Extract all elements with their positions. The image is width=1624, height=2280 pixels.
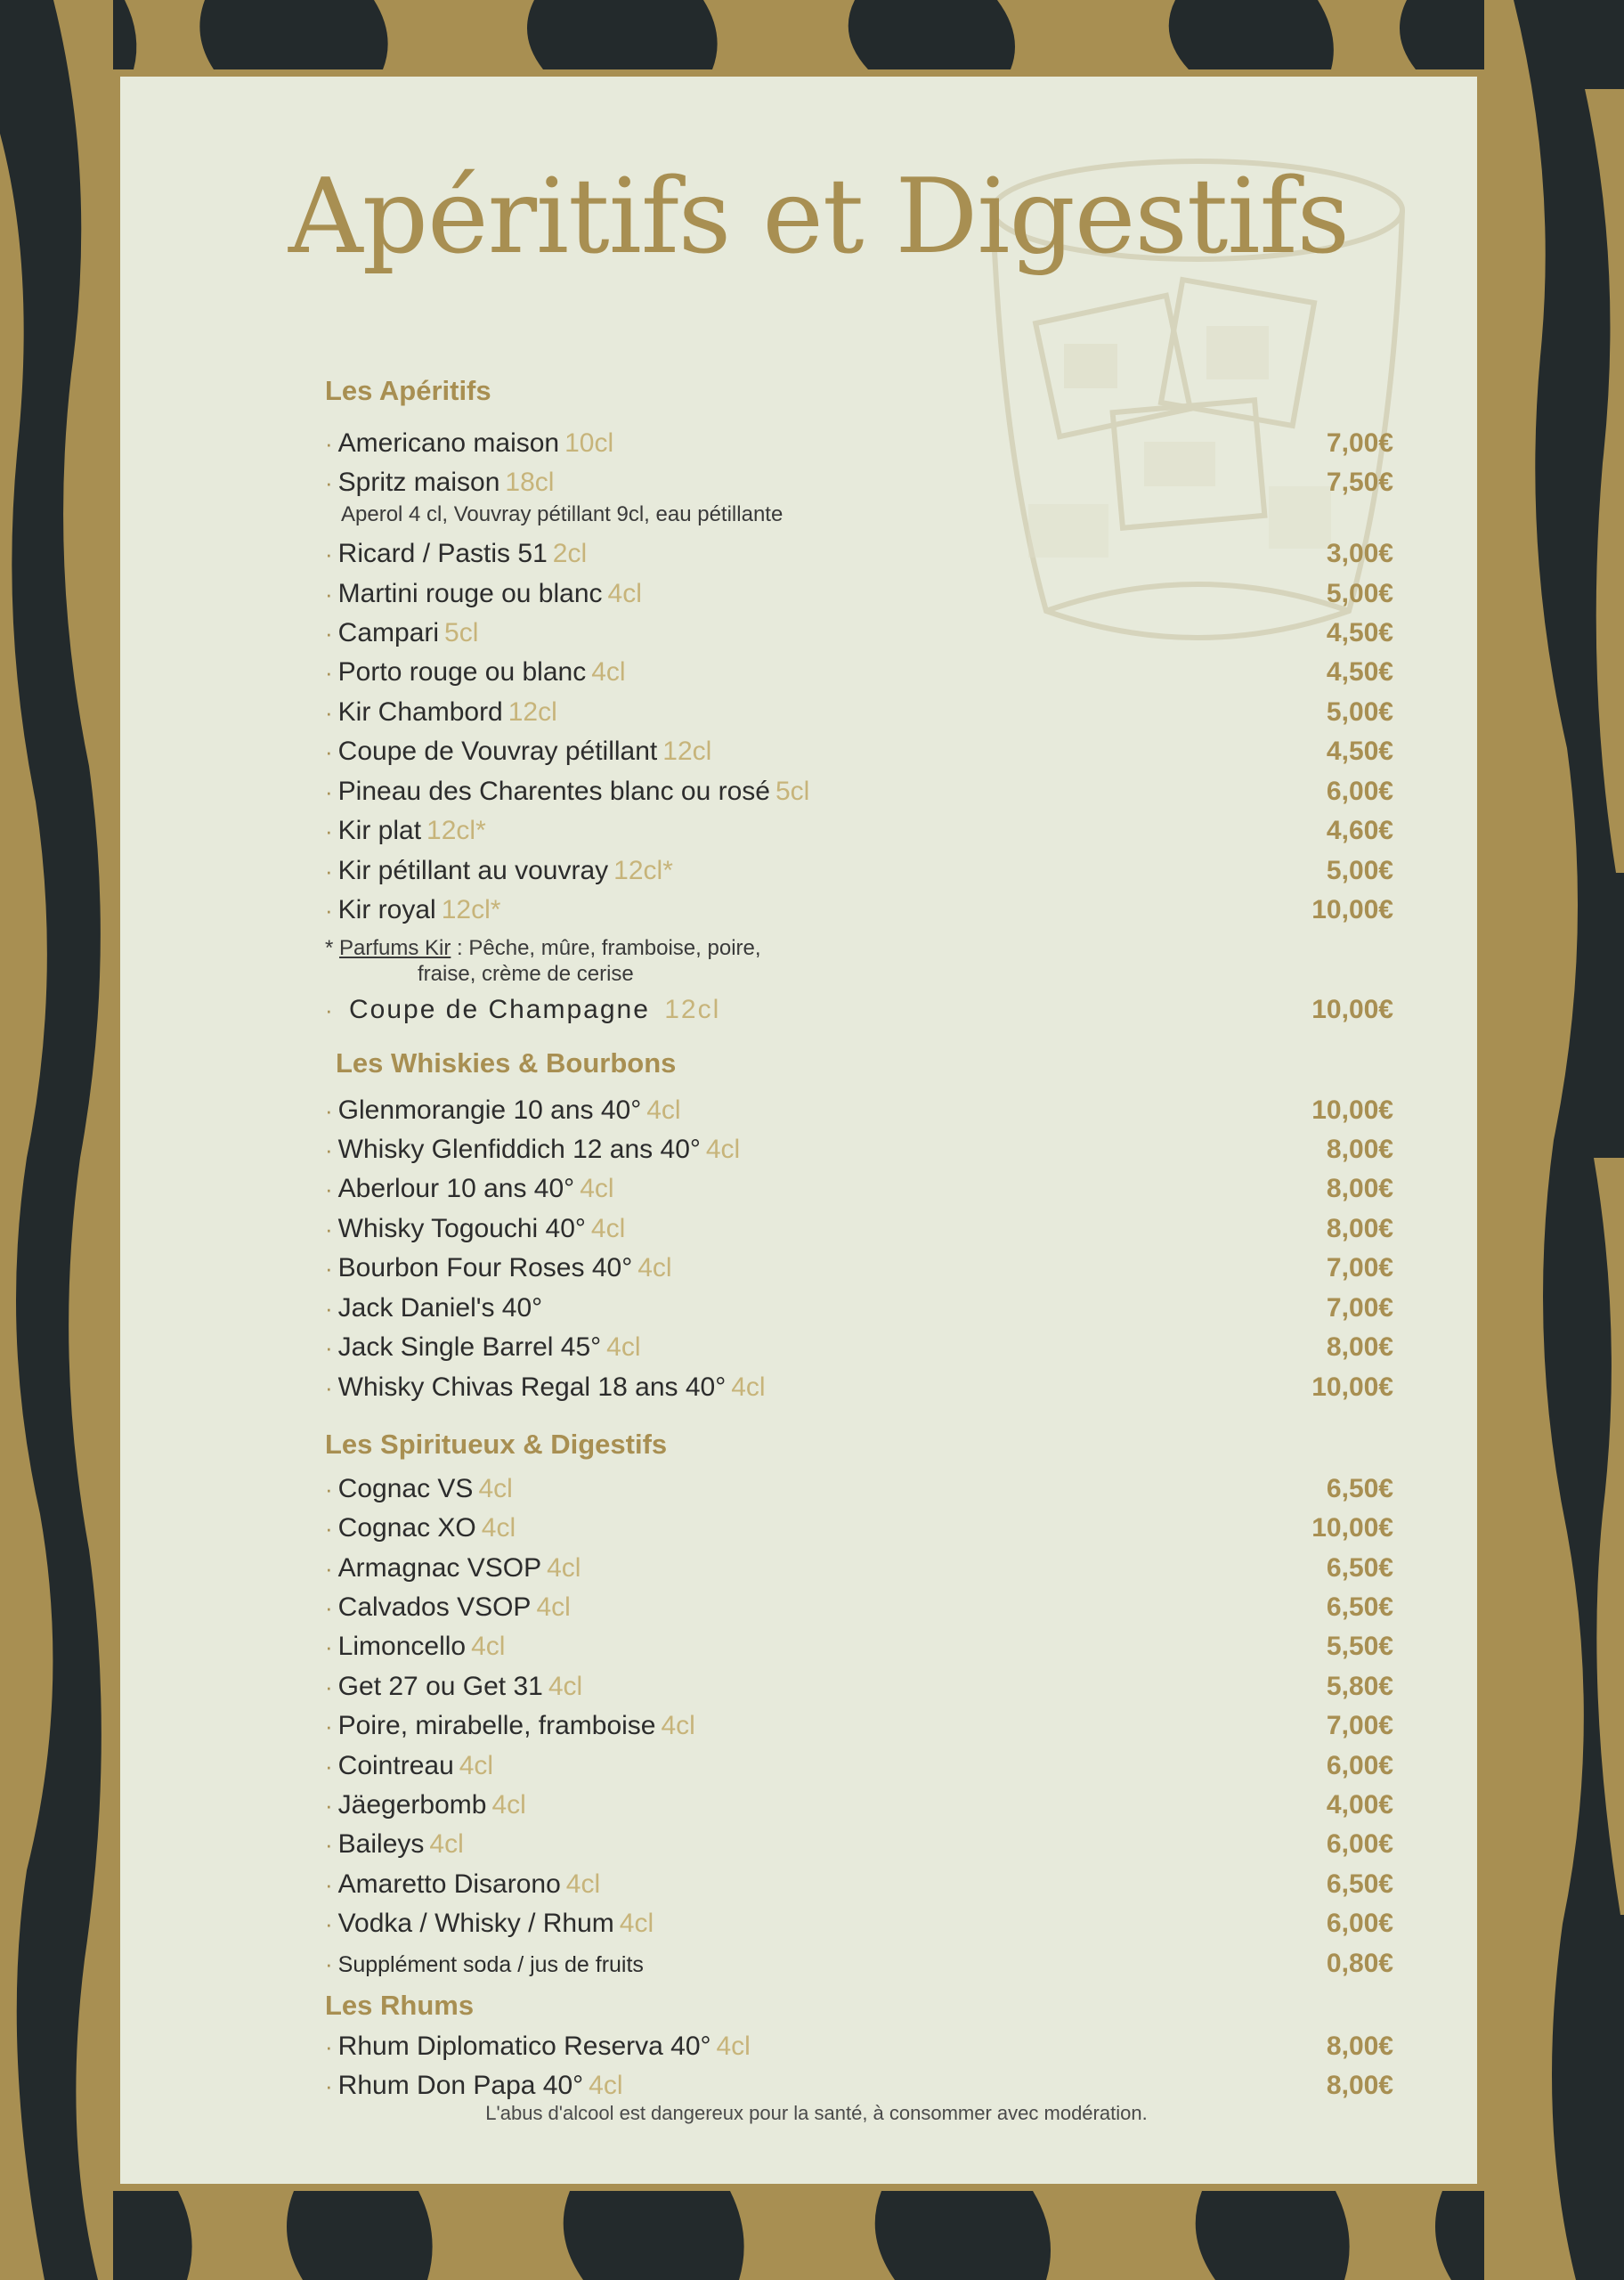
section-title-aperitifs: Les Apéritifs	[325, 375, 491, 406]
item-volume: 4cl	[547, 1553, 581, 1583]
item-price: 4,50€	[1326, 618, 1393, 647]
kir-flavours-note	[325, 935, 761, 987]
item-price: 6,50€	[1326, 1553, 1393, 1583]
menu-item: · Supplément soda / jus de fruits 0,80€	[325, 1946, 1393, 1982]
item-price: 4,60€	[1326, 816, 1393, 845]
item-volume: 4cl	[565, 1869, 601, 1899]
item-price: 10,00€	[1311, 1095, 1393, 1125]
item-price: 4,50€	[1326, 737, 1393, 766]
menu-item: · Rhum Don Papa 40° 4cl 8,00€	[325, 2068, 1393, 2104]
menu-item: · Whisky Togouchi 40° 4cl 8,00€	[325, 1211, 1393, 1247]
item-name: Glenmorangie 10 ans 40°	[337, 1095, 642, 1125]
item-price: 6,50€	[1326, 1869, 1393, 1899]
item-volume: 12cl*	[441, 895, 501, 924]
asterisk: *	[325, 936, 334, 960]
item-name: Jack Daniel's 40°	[337, 1293, 543, 1323]
menu-item: · Limoncello 4cl 5,50€	[325, 1629, 1393, 1665]
menu-item: · Campari 5cl 4,50€	[325, 615, 1393, 651]
item-volume: 4cl	[481, 1513, 516, 1543]
item-name: Coupe de Vouvray pétillant	[337, 737, 658, 766]
item-name: Coupe de Champagne	[349, 995, 650, 1024]
menu-item: · Rhum Diplomatico Reserva 40° 4cl 8,00€	[325, 2029, 1393, 2064]
menu-item: · Glenmorangie 10 ans 40° 4cl 10,00€	[325, 1093, 1393, 1128]
item-name: Limoncello	[337, 1632, 467, 1661]
menu-item: · Pineau des Charentes blanc ou rosé 5cl 6,00€	[325, 774, 1393, 810]
item-price: 8,00€	[1326, 1135, 1393, 1164]
item-name: Porto rouge ou blanc	[337, 657, 587, 687]
menu-item: · Porto rouge ou blanc 4cl 4,50€	[325, 655, 1393, 690]
item-volume: 4cl	[619, 1909, 654, 1938]
item-price: 5,00€	[1326, 697, 1393, 727]
item-name: Amaretto Disarono	[337, 1869, 561, 1899]
section-title-whiskies: Les Whiskies & Bourbons	[336, 1047, 677, 1079]
menu-item: · Poire, mirabelle, framboise 4cl 7,00€	[325, 1708, 1393, 1744]
item-name: Kir royal	[337, 895, 436, 924]
item-name: Kir Chambord	[337, 697, 503, 727]
item-name: Whisky Chivas Regal 18 ans 40°	[337, 1372, 727, 1402]
item-name: Campari	[337, 618, 440, 647]
item-price: 8,00€	[1326, 1214, 1393, 1243]
item-name: Americano maison	[337, 428, 560, 458]
item-name: Rhum Diplomatico Reserva 40°	[337, 2032, 711, 2061]
item-price: 8,00€	[1326, 1332, 1393, 1362]
menu-item: · Cognac XO 4cl 10,00€	[325, 1510, 1393, 1546]
item-price: 4,50€	[1326, 657, 1393, 687]
item-volume: 5cl	[444, 618, 479, 647]
item-name: Rhum Don Papa 40°	[337, 2071, 584, 2100]
item-price: 6,00€	[1326, 1909, 1393, 1938]
item-volume: 2cl	[552, 539, 588, 568]
item-name: Vodka / Whisky / Rhum	[337, 1909, 614, 1938]
menu-item: · Kir royal 12cl* 10,00€	[325, 892, 1393, 928]
item-price: 6,00€	[1326, 777, 1393, 806]
item-price: 5,00€	[1326, 579, 1393, 608]
item-volume: 12cl	[662, 737, 712, 766]
menu-item: · Bourbon Four Roses 40° 4cl 7,00€	[325, 1250, 1393, 1286]
page-title: Apéritifs et Digestifs	[288, 157, 1350, 277]
kir-note-line2: fraise, crème de cerise	[418, 962, 634, 986]
item-name: Kir plat	[337, 816, 422, 845]
menu-item: · Baileys 4cl 6,00€	[325, 1827, 1393, 1862]
item-volume: 4cl	[606, 1332, 641, 1362]
item-volume: 4cl	[491, 1790, 526, 1820]
menu-item: · Ricard / Pastis 51 2cl 3,00€	[325, 536, 1393, 572]
item-price: 4,00€	[1326, 1790, 1393, 1820]
item-name: Armagnac VSOP	[337, 1553, 542, 1583]
menu-item: · Kir plat 12cl* 4,60€	[325, 813, 1393, 849]
item-volume: 10cl	[564, 428, 614, 458]
item-name: Jäegerbomb	[337, 1790, 487, 1820]
menu-item: · Cointreau 4cl 6,00€	[325, 1748, 1393, 1784]
menu-item: · Aberlour 10 ans 40° 4cl 8,00€	[325, 1171, 1393, 1207]
item-name: Cognac VS	[337, 1474, 474, 1503]
menu-item: · Vodka / Whisky / Rhum 4cl 6,00€	[325, 1906, 1393, 1942]
item-volume: 4cl	[646, 1095, 681, 1125]
item-price: 10,00€	[1311, 995, 1393, 1024]
menu-item: · Kir pétillant au vouvray 12cl* 5,00€	[325, 853, 1393, 889]
item-price: 5,00€	[1326, 856, 1393, 885]
item-volume: 4cl	[478, 1474, 513, 1503]
item-price: 6,50€	[1326, 1474, 1393, 1503]
item-volume: 4cl	[580, 1174, 614, 1203]
menu-item: · Jack Single Barrel 45° 4cl 8,00€	[325, 1330, 1393, 1365]
menu-item: · Spritz maison 18cl 7,50€	[325, 465, 1393, 501]
menu-item: · Jäegerbomb 4cl 4,00€	[325, 1787, 1393, 1823]
item-volume: 4cl	[536, 1592, 571, 1622]
item-volume: 4cl	[705, 1135, 741, 1164]
item-price: 3,00€	[1326, 539, 1393, 568]
menu-item: · Get 27 ou Get 31 4cl 5,80€	[325, 1669, 1393, 1705]
menu-item: · Coupe de Vouvray pétillant 12cl 4,50€	[325, 734, 1393, 770]
item-name: Pineau des Charentes blanc ou rosé	[337, 777, 770, 806]
menu-item: · Calvados VSOP 4cl 6,50€	[325, 1590, 1393, 1625]
menu-item: · Whisky Glenfiddich 12 ans 40° 4cl 8,00€	[325, 1132, 1393, 1168]
item-volume: 18cl	[505, 468, 555, 497]
item-name: Jack Single Barrel 45°	[337, 1332, 602, 1362]
item-volume: 12cl*	[426, 816, 486, 845]
item-price: 0,80€	[1326, 1949, 1393, 1978]
item-price: 5,50€	[1326, 1632, 1393, 1661]
menu-item: · Cognac VS 4cl 6,50€	[325, 1471, 1393, 1507]
item-price: 10,00€	[1311, 1372, 1393, 1402]
item-name: Ricard / Pastis 51	[337, 539, 548, 568]
item-volume: 4cl	[548, 1672, 583, 1701]
item-name: Get 27 ou Get 31	[337, 1672, 543, 1701]
item-price: 10,00€	[1311, 1513, 1393, 1543]
menu-card	[113, 69, 1484, 2191]
item-volume: 4cl	[607, 579, 642, 608]
item-volume: 12cl	[664, 995, 721, 1024]
kir-note-label: Parfums Kir	[339, 936, 451, 960]
item-price: 6,00€	[1326, 1751, 1393, 1780]
item-note: Aperol 4 cl, Vouvray pétillant 9cl, eau pétillante	[341, 502, 784, 526]
item-price: 5,80€	[1326, 1672, 1393, 1701]
item-price: 7,00€	[1326, 428, 1393, 458]
item-volume: 4cl	[716, 2032, 751, 2061]
item-name: Calvados VSOP	[337, 1592, 532, 1622]
item-price: 6,00€	[1326, 1829, 1393, 1859]
item-volume: 4cl	[471, 1632, 506, 1661]
item-name: Martini rouge ou blanc	[337, 579, 603, 608]
menu-item: · Amaretto Disarono 4cl 6,50€	[325, 1867, 1393, 1902]
item-price: 7,00€	[1326, 1711, 1393, 1740]
item-volume: 4cl	[591, 657, 626, 687]
item-volume: 4cl	[731, 1372, 766, 1402]
section-title-rhums: Les Rhums	[325, 1990, 475, 2021]
section-title-spiritueux: Les Spiritueux & Digestifs	[325, 1429, 668, 1460]
item-volume: 4cl	[429, 1829, 464, 1859]
item-volume: 4cl	[589, 2071, 623, 2100]
item-price: 8,00€	[1326, 2071, 1393, 2100]
item-name: Supplément soda / jus de fruits	[337, 1952, 644, 1977]
item-price: 7,00€	[1326, 1293, 1393, 1323]
item-price: 8,00€	[1326, 1174, 1393, 1203]
item-volume: 5cl	[775, 777, 810, 806]
item-price: 7,00€	[1326, 1253, 1393, 1282]
item-name: Whisky Togouchi 40°	[337, 1214, 586, 1243]
menu-item: · Coupe de Champagne 12cl 10,00€	[325, 992, 1393, 1028]
item-volume: 4cl	[661, 1711, 695, 1740]
item-volume: 4cl	[590, 1214, 626, 1243]
item-price: 6,50€	[1326, 1592, 1393, 1622]
item-name: Cognac XO	[337, 1513, 476, 1543]
item-price: 10,00€	[1311, 895, 1393, 924]
item-name: Bourbon Four Roses 40°	[337, 1253, 633, 1282]
item-name: Aberlour 10 ans 40°	[337, 1174, 575, 1203]
kir-note-line1: : Pêche, mûre, framboise, poire,	[451, 936, 761, 960]
item-name: Whisky Glenfiddich 12 ans 40°	[337, 1135, 701, 1164]
item-name: Poire, mirabelle, framboise	[337, 1711, 656, 1740]
item-volume: 12cl*	[613, 856, 673, 885]
menu-item: · Whisky Chivas Regal 18 ans 40° 4cl 10,00€	[325, 1370, 1393, 1405]
menu-item: · Armagnac VSOP 4cl 6,50€	[325, 1551, 1393, 1586]
menu-card-inner	[120, 77, 1477, 2184]
item-name: Cointreau	[337, 1751, 454, 1780]
item-volume: 4cl	[459, 1751, 494, 1780]
item-volume: 12cl	[508, 697, 557, 727]
footer-disclaimer: L'abus d'alcool est dangereux pour la santé, à consommer avec modération.	[485, 2102, 1148, 2124]
item-price: 8,00€	[1326, 2032, 1393, 2061]
item-name: Baileys	[337, 1829, 425, 1859]
item-volume: 4cl	[637, 1253, 672, 1282]
item-name: Spritz maison	[337, 468, 500, 497]
item-name: Kir pétillant au vouvray	[337, 856, 609, 885]
menu-item: · Kir Chambord 12cl 5,00€	[325, 695, 1393, 730]
menu-item: · Martini rouge ou blanc 4cl 5,00€	[325, 576, 1393, 612]
menu-item: · Jack Daniel's 40° 7,00€	[325, 1291, 1393, 1326]
menu-item: · Americano maison 10cl 7,00€	[325, 426, 1393, 461]
item-price: 7,50€	[1326, 468, 1393, 497]
